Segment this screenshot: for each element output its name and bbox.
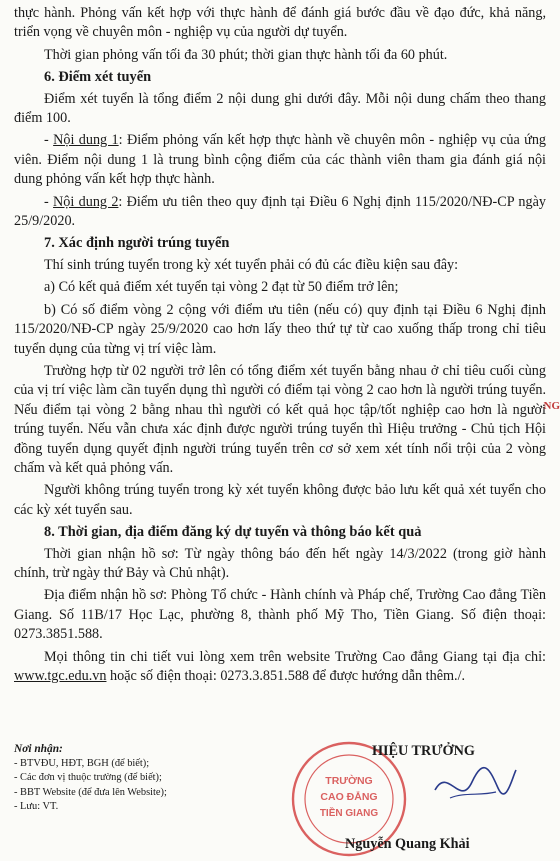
recipient-item: - Lưu: VT.	[14, 801, 59, 813]
signer-name: Nguyễn Quang Khải	[345, 836, 470, 852]
section-8-heading: 8. Thời gian, địa điểm đăng ký dự tuyển và thông báo kết quả	[44, 524, 422, 541]
seal-line-2: CAO ĐẲNG	[320, 791, 378, 803]
paragraph-7b: b) Có số điểm vòng 2 cộng với điểm ưu tiên (nếu có) quy định tại Điều 6 Nghị định 115/2020/NĐ-CP ngày 25/9/2020 cao hơn lấy theo thứ tự từ cao xuống thấp trong chỉ tiêu tuyển dụng của từng vị trí việc làm.	[14, 301, 546, 357]
recipient-item: - BBT Website (để đưa lên Website);	[14, 786, 167, 798]
content-2-text: : Điểm ưu tiên theo quy định tại Điều 6 Nghị định 115/2020/NĐ-CP ngày 25/9/2020.	[14, 193, 546, 230]
paragraph-7: Thí sinh trúng tuyển trong kỳ xét tuyển phải có đủ các điều kiện sau đây:	[44, 256, 459, 273]
paragraph-intro: thực hành. Phỏng vấn kết hợp với thực hành để đánh giá bước đầu về đạo đức, khả năng, triển vọng về chuyên môn - nghiệp vụ của người dự tuyển.	[14, 5, 546, 41]
paragraph-8a: Thời gian nhận hồ sơ: Từ ngày thông báo đến hết ngày 14/3/2022 (trong giờ hành chính, trừ ngày thứ Bảy và Chủ nhật).	[14, 545, 546, 581]
document-body	[14, 4, 546, 689]
recipient-item: - BTVĐU, HĐT, BGH (để biết);	[14, 757, 150, 769]
phone-text: hoặc số điện thoại: 0273.3.851.588 để được hướng dẫn thêm./.	[106, 668, 466, 684]
recipients-title: Nơi nhận:	[14, 743, 63, 755]
paragraph-6: Điểm xét tuyển là tổng điểm 2 nội dung ghi dưới đây. Mỗi nội dung chấm theo thang điểm 100.	[14, 90, 546, 127]
section-6-heading: 6. Điểm xét tuyển	[44, 69, 152, 86]
recipient-item: - Các đơn vị thuộc trường (để biết);	[14, 772, 162, 784]
paragraph-content-2: - Nội dung 2: Điểm ưu tiên theo quy định tại Điều 6 Nghị định 115/2020/NĐ-CP ngày 25/9/2020.	[14, 193, 546, 230]
recipients-block	[14, 742, 167, 815]
website-link[interactable]: www.tgc.edu.vn	[14, 668, 107, 684]
content-1-label: Nội dung 1	[53, 132, 119, 149]
section-7-heading: 7. Xác định người trúng tuyển	[44, 235, 230, 252]
paragraph-8b: Địa điểm nhận hồ sơ: Phòng Tổ chức - Hành chính và Pháp chế, Trường Cao đẳng Tiền Giang. Số 11B/17 Học Lạc, phường 8, thành phố Mỹ Tho, Tiền Giang. Số điện thoại: 0273.3851.588.	[14, 587, 546, 643]
paragraph-8c	[14, 648, 546, 687]
content-2-label: Nội dung 2	[53, 193, 119, 210]
content-1-text: : Điểm phỏng vấn kết hợp thực hành về chuyên môn - nghiệp vụ của ứng viên. Điểm nội dung 1 là trung bình cộng điểm của các thành viên tham gia đánh giá nội dung phỏng vấn kết hợp thực hành.	[14, 132, 547, 188]
paragraph-7a: a) Có kết quả điểm xét tuyển tại vòng 2 đạt từ 50 điểm trở lên;	[44, 279, 399, 296]
signature-title: HIỆU TRƯỞNG	[372, 743, 475, 759]
website-text: Mọi thông tin chi tiết vui lòng xem trên website Trường Cao đẳng Giang tại địa chỉ:	[44, 648, 546, 665]
paragraph-content-1: - Nội dung 1: Điểm phỏng vấn kết hợp thực hành về chuyên môn - nghiệp vụ của ứng viên. Điểm nội dung 1 là trung bình cộng điểm của các thành viên tham gia đánh giá nội dung phỏng vấn kết hợp thực hành.	[14, 132, 547, 188]
page-edge-mark: NG	[543, 400, 560, 412]
paragraph-7c: Trường hợp từ 02 người trở lên có tổng điểm xét tuyển bằng nhau ở chỉ tiêu cuối cùng của vị trí việc làm cần tuyển dụng thì người có điểm tại vòng 2 cao hơn là người trúng tuyển. Nếu điểm tại vòng 2 bằng nhau thì người có kết quả học tập/tốt nghiệp cao hơn là người trúng tuyển. Nếu vẫn chưa xác định được người trúng tuyển thì Hiệu trưởng - Chủ tịch Hội đồng tuyển dụng quyết định người trúng tuyển trên cơ sở xem xét tính nổi trội của 2 vòng chấm và kết quả phỏng vấn.	[14, 362, 546, 476]
handwritten-signature	[430, 748, 520, 818]
paragraph-7d: Người không trúng tuyển trong kỳ xét tuyển không được bảo lưu kết quả xét tuyển cho các kỳ xét tuyển sau.	[14, 482, 546, 518]
seal-line-3: TIỀN GIANG	[319, 808, 379, 819]
paragraph-time: Thời gian phỏng vấn tối đa 30 phút; thời gian thực hành tối đa 60 phút.	[44, 46, 448, 63]
seal-line-1: TRƯỜNG	[325, 775, 373, 787]
